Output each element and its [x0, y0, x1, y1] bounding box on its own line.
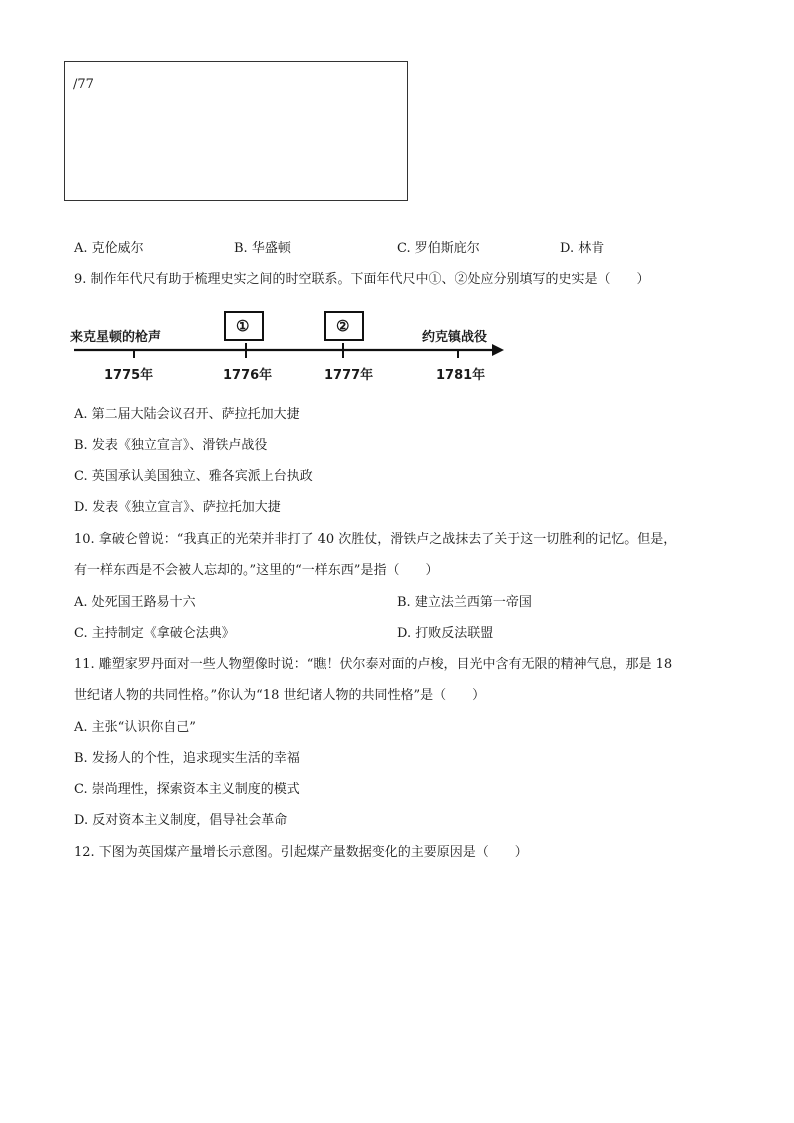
timeline-left-event: 来克星顿的枪声 — [70, 330, 162, 345]
q9-option-d[interactable]: D. 发表《独立宣言》、萨拉托加大捷 — [74, 500, 281, 515]
timeline-right-event: 约克镇战役 — [422, 330, 488, 345]
timeline-year-1776: 1776年 — [223, 368, 273, 383]
image-frame — [64, 61, 408, 201]
timeline-year-1777: 1777年 — [324, 368, 374, 383]
timeline-box-2-label: ② — [336, 317, 350, 335]
q8-option-c[interactable]: C. 罗伯斯庇尔 — [397, 241, 480, 256]
q11-option-a[interactable]: A. 主张“认识你自己” — [74, 720, 196, 735]
q10-stem-line1: 10. 拿破仑曾说：“我真正的光荣并非打了 40 次胜仗，滑铁卢之战抹去了关于这一切胜利的记忆。但是， — [74, 532, 677, 547]
q9-option-c[interactable]: C. 英国承认美国独立、雅各宾派上台执政 — [74, 469, 313, 484]
timeline-year-1781: 1781年 — [436, 368, 486, 383]
timeline-arrow-icon — [492, 344, 504, 356]
q8-option-a[interactable]: A. 克伦威尔 — [74, 241, 144, 256]
q11-stem-line1: 11. 雕塑家罗丹面对一些人物塑像时说：“瞧！伏尔泰对面的卢梭，目光中含有无限的精神气息，那是 18 — [74, 657, 673, 672]
q9-stem: 9. 制作年代尺有助于梳理史实之间的时空联系。下面年代尺中①、②处应分别填写的史实是（ ） — [74, 272, 650, 287]
image-frame-text: /77 — [73, 77, 94, 92]
q9-timeline — [70, 308, 520, 393]
q10-option-b[interactable]: B. 建立法兰西第一帝国 — [397, 595, 532, 610]
q10-option-d[interactable]: D. 打败反法联盟 — [397, 626, 494, 641]
q9-option-a[interactable]: A. 第二届大陆会议召开、萨拉托加大捷 — [74, 407, 300, 422]
q10-option-a[interactable]: A. 处死国王路易十六 — [74, 595, 196, 610]
q10-option-c[interactable]: C. 主持制定《拿破仑法典》 — [74, 626, 235, 641]
q12-stem: 12. 下图为英国煤产量增长示意图。引起煤产量数据变化的主要原因是（ ） — [74, 845, 528, 860]
timeline-box-1-label: ① — [236, 317, 250, 335]
q8-option-b[interactable]: B. 华盛顿 — [234, 241, 291, 256]
q9-option-b[interactable]: B. 发表《独立宣言》、滑铁卢战役 — [74, 438, 268, 453]
q11-option-d[interactable]: D. 反对资本主义制度，倡导社会革命 — [74, 813, 288, 828]
q10-stem-line2: 有一样东西是不会被人忘却的。”这里的“一样东西”是指（ ） — [74, 563, 439, 578]
q8-option-d[interactable]: D. 林肯 — [560, 241, 605, 256]
q11-stem-line2: 世纪诸人物的共同性格。”你认为“18 世纪诸人物的共同性格”是（ ） — [74, 688, 486, 703]
q11-option-c[interactable]: C. 崇尚理性，探索资本主义制度的模式 — [74, 782, 300, 797]
timeline-year-1775: 1775年 — [104, 368, 154, 383]
q11-option-b[interactable]: B. 发扬人的个性，追求现实生活的幸福 — [74, 751, 300, 766]
